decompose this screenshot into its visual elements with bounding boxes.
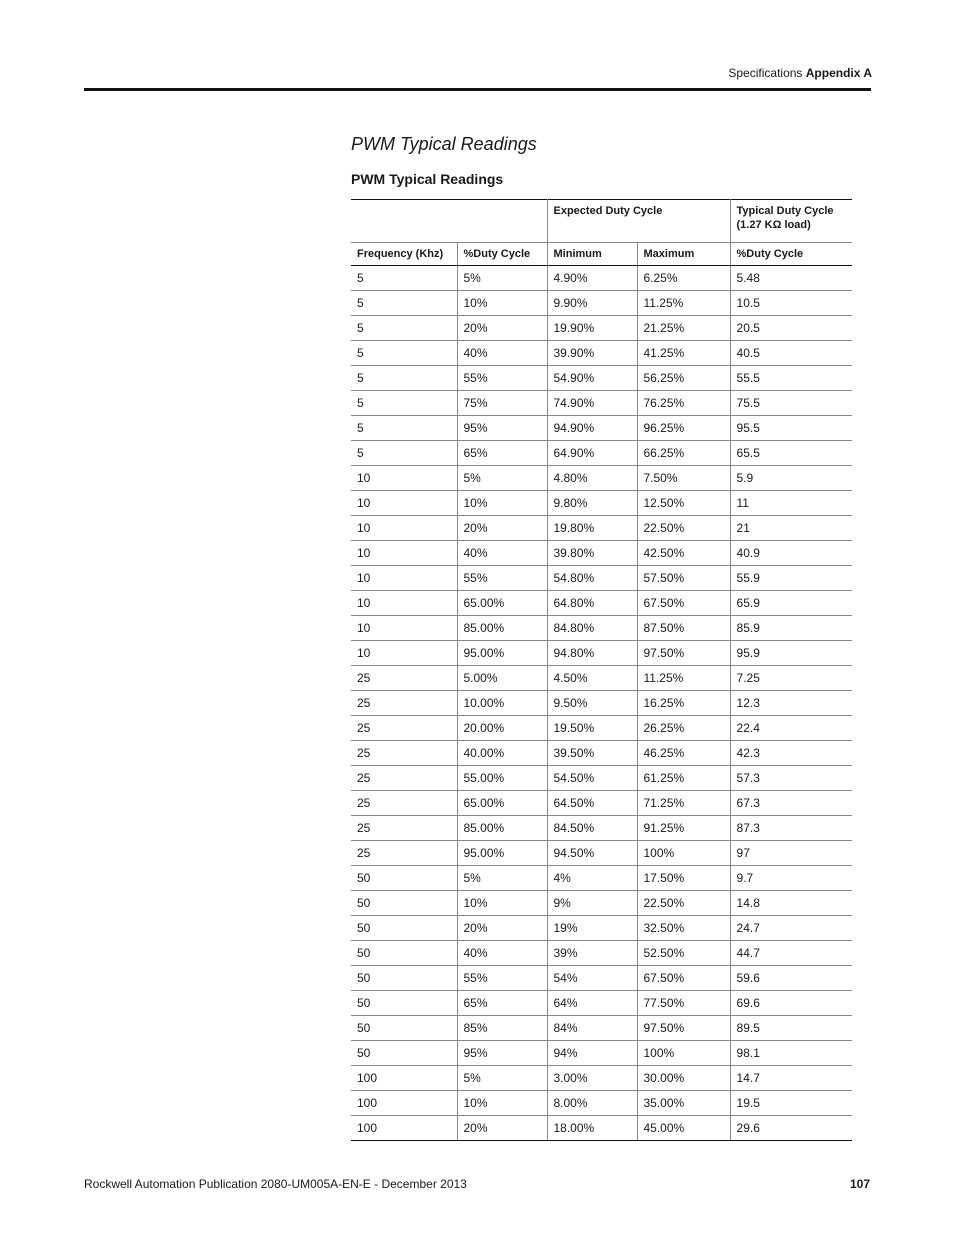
cell-maximum: 6.25% [637, 266, 730, 291]
cell-maximum: 22.50% [637, 516, 730, 541]
table-row [351, 816, 852, 841]
table-row [351, 391, 852, 416]
column-header-duty-cycle: %Duty Cycle [457, 243, 547, 266]
cell-frequency: 50 [351, 916, 457, 941]
cell-maximum: 32.50% [637, 916, 730, 941]
table-row [351, 691, 852, 716]
cell-frequency: 10 [351, 491, 457, 516]
table-row [351, 716, 852, 741]
table-title: PWM Typical Readings [351, 171, 504, 187]
cell-minimum: 39.90% [547, 341, 637, 366]
table-row [351, 616, 852, 641]
cell-frequency: 100 [351, 1066, 457, 1091]
cell-typical-duty-cycle: 75.5 [730, 391, 852, 416]
cell-maximum: 35.00% [637, 1091, 730, 1116]
cell-duty-cycle: 55% [457, 566, 547, 591]
cell-frequency: 10 [351, 616, 457, 641]
cell-frequency: 50 [351, 941, 457, 966]
cell-duty-cycle: 40% [457, 941, 547, 966]
section-heading: PWM Typical Readings [351, 134, 537, 154]
cell-minimum: 94.80% [547, 641, 637, 666]
cell-frequency: 10 [351, 641, 457, 666]
cell-minimum: 18.00% [547, 1116, 637, 1141]
cell-frequency: 5 [351, 391, 457, 416]
table-row [351, 916, 852, 941]
cell-minimum: 64% [547, 991, 637, 1016]
cell-maximum: 97.50% [637, 1016, 730, 1041]
cell-frequency: 10 [351, 466, 457, 491]
table-row [351, 841, 852, 866]
cell-maximum: 97.50% [637, 641, 730, 666]
table-row [351, 1016, 852, 1041]
table-row [351, 1041, 852, 1066]
cell-frequency: 5 [351, 291, 457, 316]
cell-typical-duty-cycle: 5.48 [730, 266, 852, 291]
cell-frequency: 50 [351, 891, 457, 916]
cell-maximum: 100% [637, 1041, 730, 1066]
table-row [351, 1116, 852, 1141]
cell-minimum: 9.90% [547, 291, 637, 316]
cell-typical-duty-cycle: 9.7 [730, 866, 852, 891]
table-body [351, 266, 852, 1141]
cell-maximum: 17.50% [637, 866, 730, 891]
table-column-header-row [351, 243, 852, 266]
cell-frequency: 25 [351, 791, 457, 816]
table-row [351, 316, 852, 341]
cell-minimum: 84.80% [547, 616, 637, 641]
group-header-expected-duty-cycle: Expected Duty Cycle [547, 200, 730, 243]
typical-header-line-1: Typical Duty Cycle [736, 205, 834, 217]
table-row [351, 541, 852, 566]
cell-minimum: 4.90% [547, 266, 637, 291]
cell-frequency: 5 [351, 416, 457, 441]
table-row [351, 866, 852, 891]
cell-duty-cycle: 10% [457, 291, 547, 316]
table-row [351, 641, 852, 666]
cell-typical-duty-cycle: 67.3 [730, 791, 852, 816]
footer-publication: Rockwell Automation Publication 2080-UM005A-EN-E - December 2013 [84, 1177, 467, 1191]
cell-minimum: 39% [547, 941, 637, 966]
table-row [351, 966, 852, 991]
cell-typical-duty-cycle: 95.5 [730, 416, 852, 441]
cell-maximum: 52.50% [637, 941, 730, 966]
table-row [351, 491, 852, 516]
cell-maximum: 30.00% [637, 1066, 730, 1091]
cell-typical-duty-cycle: 89.5 [730, 1016, 852, 1041]
cell-frequency: 50 [351, 866, 457, 891]
cell-duty-cycle: 20% [457, 1116, 547, 1141]
cell-typical-duty-cycle: 21 [730, 516, 852, 541]
cell-typical-duty-cycle: 69.6 [730, 991, 852, 1016]
cell-maximum: 21.25% [637, 316, 730, 341]
table-row [351, 791, 852, 816]
cell-duty-cycle: 85.00% [457, 816, 547, 841]
table-row [351, 741, 852, 766]
cell-frequency: 50 [351, 991, 457, 1016]
cell-typical-duty-cycle: 42.3 [730, 741, 852, 766]
cell-minimum: 94% [547, 1041, 637, 1066]
cell-typical-duty-cycle: 95.9 [730, 641, 852, 666]
column-header-maximum: Maximum [637, 243, 730, 266]
cell-typical-duty-cycle: 87.3 [730, 816, 852, 841]
cell-minimum: 94.90% [547, 416, 637, 441]
table-row [351, 991, 852, 1016]
cell-frequency: 25 [351, 741, 457, 766]
cell-maximum: 76.25% [637, 391, 730, 416]
cell-typical-duty-cycle: 97 [730, 841, 852, 866]
cell-frequency: 5 [351, 266, 457, 291]
cell-duty-cycle: 10% [457, 491, 547, 516]
cell-frequency: 50 [351, 1016, 457, 1041]
group-header-blank [351, 200, 547, 243]
cell-minimum: 64.80% [547, 591, 637, 616]
table-row [351, 266, 852, 291]
header-section-name: Specifications [728, 66, 803, 80]
table-row [351, 1091, 852, 1116]
cell-maximum: 67.50% [637, 966, 730, 991]
cell-minimum: 54.50% [547, 766, 637, 791]
cell-minimum: 64.90% [547, 441, 637, 466]
cell-duty-cycle: 95.00% [457, 641, 547, 666]
cell-typical-duty-cycle: 40.5 [730, 341, 852, 366]
cell-duty-cycle: 5% [457, 1066, 547, 1091]
cell-duty-cycle: 40% [457, 341, 547, 366]
cell-minimum: 84% [547, 1016, 637, 1041]
cell-duty-cycle: 10% [457, 891, 547, 916]
table-row [351, 941, 852, 966]
column-header-typical-duty-cycle: %Duty Cycle [730, 243, 852, 266]
cell-minimum: 19.50% [547, 716, 637, 741]
cell-typical-duty-cycle: 65.9 [730, 591, 852, 616]
cell-typical-duty-cycle: 24.7 [730, 916, 852, 941]
cell-maximum: 67.50% [637, 591, 730, 616]
cell-frequency: 5 [351, 366, 457, 391]
footer-page-number: 107 [849, 1177, 870, 1191]
column-header-frequency: Frequency (Khz) [351, 243, 457, 266]
cell-minimum: 4% [547, 866, 637, 891]
cell-typical-duty-cycle: 20.5 [730, 316, 852, 341]
cell-maximum: 56.25% [637, 366, 730, 391]
column-header-minimum: Minimum [547, 243, 637, 266]
cell-maximum: 71.25% [637, 791, 730, 816]
cell-maximum: 12.50% [637, 491, 730, 516]
cell-typical-duty-cycle: 12.3 [730, 691, 852, 716]
cell-duty-cycle: 85.00% [457, 616, 547, 641]
header-appendix-name: Appendix A [805, 66, 872, 80]
cell-maximum: 22.50% [637, 891, 730, 916]
cell-duty-cycle: 10.00% [457, 691, 547, 716]
cell-frequency: 10 [351, 566, 457, 591]
cell-frequency: 10 [351, 591, 457, 616]
cell-duty-cycle: 65% [457, 991, 547, 1016]
cell-typical-duty-cycle: 85.9 [730, 616, 852, 641]
cell-maximum: 57.50% [637, 566, 730, 591]
cell-duty-cycle: 40% [457, 541, 547, 566]
cell-duty-cycle: 95% [457, 416, 547, 441]
cell-frequency: 100 [351, 1116, 457, 1141]
cell-minimum: 8.00% [547, 1091, 637, 1116]
cell-minimum: 4.50% [547, 666, 637, 691]
cell-duty-cycle: 85% [457, 1016, 547, 1041]
cell-frequency: 5 [351, 341, 457, 366]
cell-typical-duty-cycle: 29.6 [730, 1116, 852, 1141]
cell-duty-cycle: 65.00% [457, 591, 547, 616]
cell-maximum: 66.25% [637, 441, 730, 466]
table-row [351, 666, 852, 691]
table-row [351, 466, 852, 491]
cell-duty-cycle: 55.00% [457, 766, 547, 791]
cell-frequency: 100 [351, 1091, 457, 1116]
cell-frequency: 50 [351, 966, 457, 991]
table-row [351, 1066, 852, 1091]
cell-typical-duty-cycle: 40.9 [730, 541, 852, 566]
table-row [351, 891, 852, 916]
cell-duty-cycle: 5% [457, 266, 547, 291]
cell-duty-cycle: 95.00% [457, 841, 547, 866]
cell-typical-duty-cycle: 7.25 [730, 666, 852, 691]
cell-typical-duty-cycle: 55.9 [730, 566, 852, 591]
cell-duty-cycle: 20% [457, 516, 547, 541]
cell-maximum: 7.50% [637, 466, 730, 491]
cell-frequency: 50 [351, 1041, 457, 1066]
cell-maximum: 91.25% [637, 816, 730, 841]
cell-minimum: 19% [547, 916, 637, 941]
cell-maximum: 16.25% [637, 691, 730, 716]
cell-minimum: 94.50% [547, 841, 637, 866]
cell-typical-duty-cycle: 10.5 [730, 291, 852, 316]
cell-minimum: 9% [547, 891, 637, 916]
cell-typical-duty-cycle: 5.9 [730, 466, 852, 491]
cell-typical-duty-cycle: 44.7 [730, 941, 852, 966]
table-row [351, 366, 852, 391]
cell-typical-duty-cycle: 19.5 [730, 1091, 852, 1116]
cell-typical-duty-cycle: 65.5 [730, 441, 852, 466]
cell-maximum: 41.25% [637, 341, 730, 366]
header-rule [84, 88, 871, 91]
cell-minimum: 64.50% [547, 791, 637, 816]
table-row [351, 341, 852, 366]
cell-typical-duty-cycle: 98.1 [730, 1041, 852, 1066]
running-header [728, 66, 872, 80]
cell-frequency: 25 [351, 666, 457, 691]
cell-minimum: 4.80% [547, 466, 637, 491]
cell-maximum: 45.00% [637, 1116, 730, 1141]
cell-duty-cycle: 40.00% [457, 741, 547, 766]
cell-minimum: 9.50% [547, 691, 637, 716]
cell-minimum: 54% [547, 966, 637, 991]
cell-typical-duty-cycle: 14.8 [730, 891, 852, 916]
cell-maximum: 77.50% [637, 991, 730, 1016]
cell-frequency: 25 [351, 841, 457, 866]
pwm-readings-table [351, 199, 852, 1141]
cell-typical-duty-cycle: 57.3 [730, 766, 852, 791]
cell-duty-cycle: 5.00% [457, 666, 547, 691]
cell-maximum: 11.25% [637, 666, 730, 691]
group-header-typical-duty-cycle [730, 200, 852, 243]
cell-minimum: 3.00% [547, 1066, 637, 1091]
cell-minimum: 39.50% [547, 741, 637, 766]
cell-duty-cycle: 5% [457, 866, 547, 891]
cell-maximum: 42.50% [637, 541, 730, 566]
cell-maximum: 11.25% [637, 291, 730, 316]
cell-typical-duty-cycle: 22.4 [730, 716, 852, 741]
cell-frequency: 25 [351, 716, 457, 741]
table-row [351, 291, 852, 316]
cell-duty-cycle: 20% [457, 316, 547, 341]
table-row [351, 516, 852, 541]
cell-frequency: 5 [351, 316, 457, 341]
table-row [351, 591, 852, 616]
cell-frequency: 10 [351, 541, 457, 566]
cell-minimum: 19.90% [547, 316, 637, 341]
cell-typical-duty-cycle: 14.7 [730, 1066, 852, 1091]
cell-typical-duty-cycle: 59.6 [730, 966, 852, 991]
cell-duty-cycle: 75% [457, 391, 547, 416]
table-row [351, 441, 852, 466]
cell-maximum: 26.25% [637, 716, 730, 741]
cell-frequency: 25 [351, 766, 457, 791]
cell-frequency: 25 [351, 816, 457, 841]
cell-minimum: 39.80% [547, 541, 637, 566]
cell-frequency: 25 [351, 691, 457, 716]
table-row [351, 416, 852, 441]
cell-minimum: 19.80% [547, 516, 637, 541]
cell-frequency: 5 [351, 441, 457, 466]
cell-minimum: 84.50% [547, 816, 637, 841]
cell-maximum: 61.25% [637, 766, 730, 791]
cell-duty-cycle: 10% [457, 1091, 547, 1116]
cell-maximum: 100% [637, 841, 730, 866]
cell-duty-cycle: 5% [457, 466, 547, 491]
cell-minimum: 54.90% [547, 366, 637, 391]
table-group-header-row [351, 200, 852, 243]
cell-minimum: 9.80% [547, 491, 637, 516]
typical-header-line-2: (1.27 KΩ load) [736, 219, 811, 231]
cell-typical-duty-cycle: 55.5 [730, 366, 852, 391]
cell-duty-cycle: 65.00% [457, 791, 547, 816]
cell-duty-cycle: 65% [457, 441, 547, 466]
cell-duty-cycle: 95% [457, 1041, 547, 1066]
cell-typical-duty-cycle: 11 [730, 491, 852, 516]
cell-maximum: 46.25% [637, 741, 730, 766]
cell-duty-cycle: 55% [457, 366, 547, 391]
cell-duty-cycle: 55% [457, 966, 547, 991]
table-row [351, 766, 852, 791]
table-row [351, 566, 852, 591]
cell-minimum: 74.90% [547, 391, 637, 416]
cell-frequency: 10 [351, 516, 457, 541]
cell-minimum: 54.80% [547, 566, 637, 591]
cell-maximum: 96.25% [637, 416, 730, 441]
cell-duty-cycle: 20.00% [457, 716, 547, 741]
cell-duty-cycle: 20% [457, 916, 547, 941]
cell-maximum: 87.50% [637, 616, 730, 641]
